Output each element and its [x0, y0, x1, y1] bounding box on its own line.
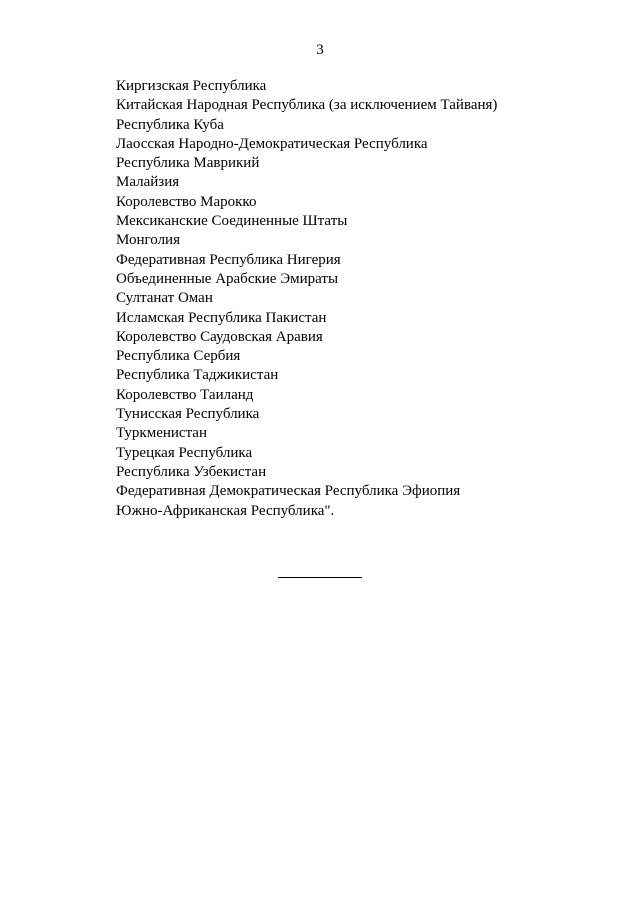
list-item: Исламская Республика Пакистан [116, 309, 327, 326]
list-item: Китайская Народная Республика (за исключением Тайваня) [116, 97, 498, 114]
list-item: Туркменистан [116, 425, 207, 442]
page-number: 3 [316, 42, 324, 58]
list-item: Федеративная Демократическая Республика Эфиопия [116, 483, 461, 500]
list-item: Лаосская Народно-Демократическая Республика [116, 135, 428, 152]
end-divider [278, 577, 362, 578]
list-item: Турецкая Республика [116, 444, 253, 461]
list-item: Южно-Африканская Республика". [116, 502, 335, 519]
list-item: Мексиканские Соединенные Штаты [116, 213, 348, 230]
list-item: Киргизская Республика [116, 78, 267, 94]
list-item: Республика Сербия [116, 348, 241, 365]
list-item: Монголия [116, 232, 180, 249]
list-item: Республика Таджикистан [116, 367, 279, 384]
list-item: Объединенные Арабские Эмираты [116, 270, 339, 287]
list-item: Королевство Марокко [116, 193, 257, 210]
list-item: Федеративная Республика Нигерия [116, 251, 341, 268]
list-item: Королевство Таиланд [116, 386, 254, 403]
list-item: Королевство Саудовская Аравия [116, 328, 323, 345]
country-list [116, 77, 497, 521]
list-item: Султанат Оман [116, 290, 213, 307]
list-item: Республика Узбекистан [116, 463, 267, 480]
list-item: Республика Маврикий [116, 155, 260, 172]
list-item: Тунисская Республика [116, 406, 260, 423]
list-item: Республика Куба [116, 116, 224, 133]
list-item: Малайзия [116, 174, 180, 191]
